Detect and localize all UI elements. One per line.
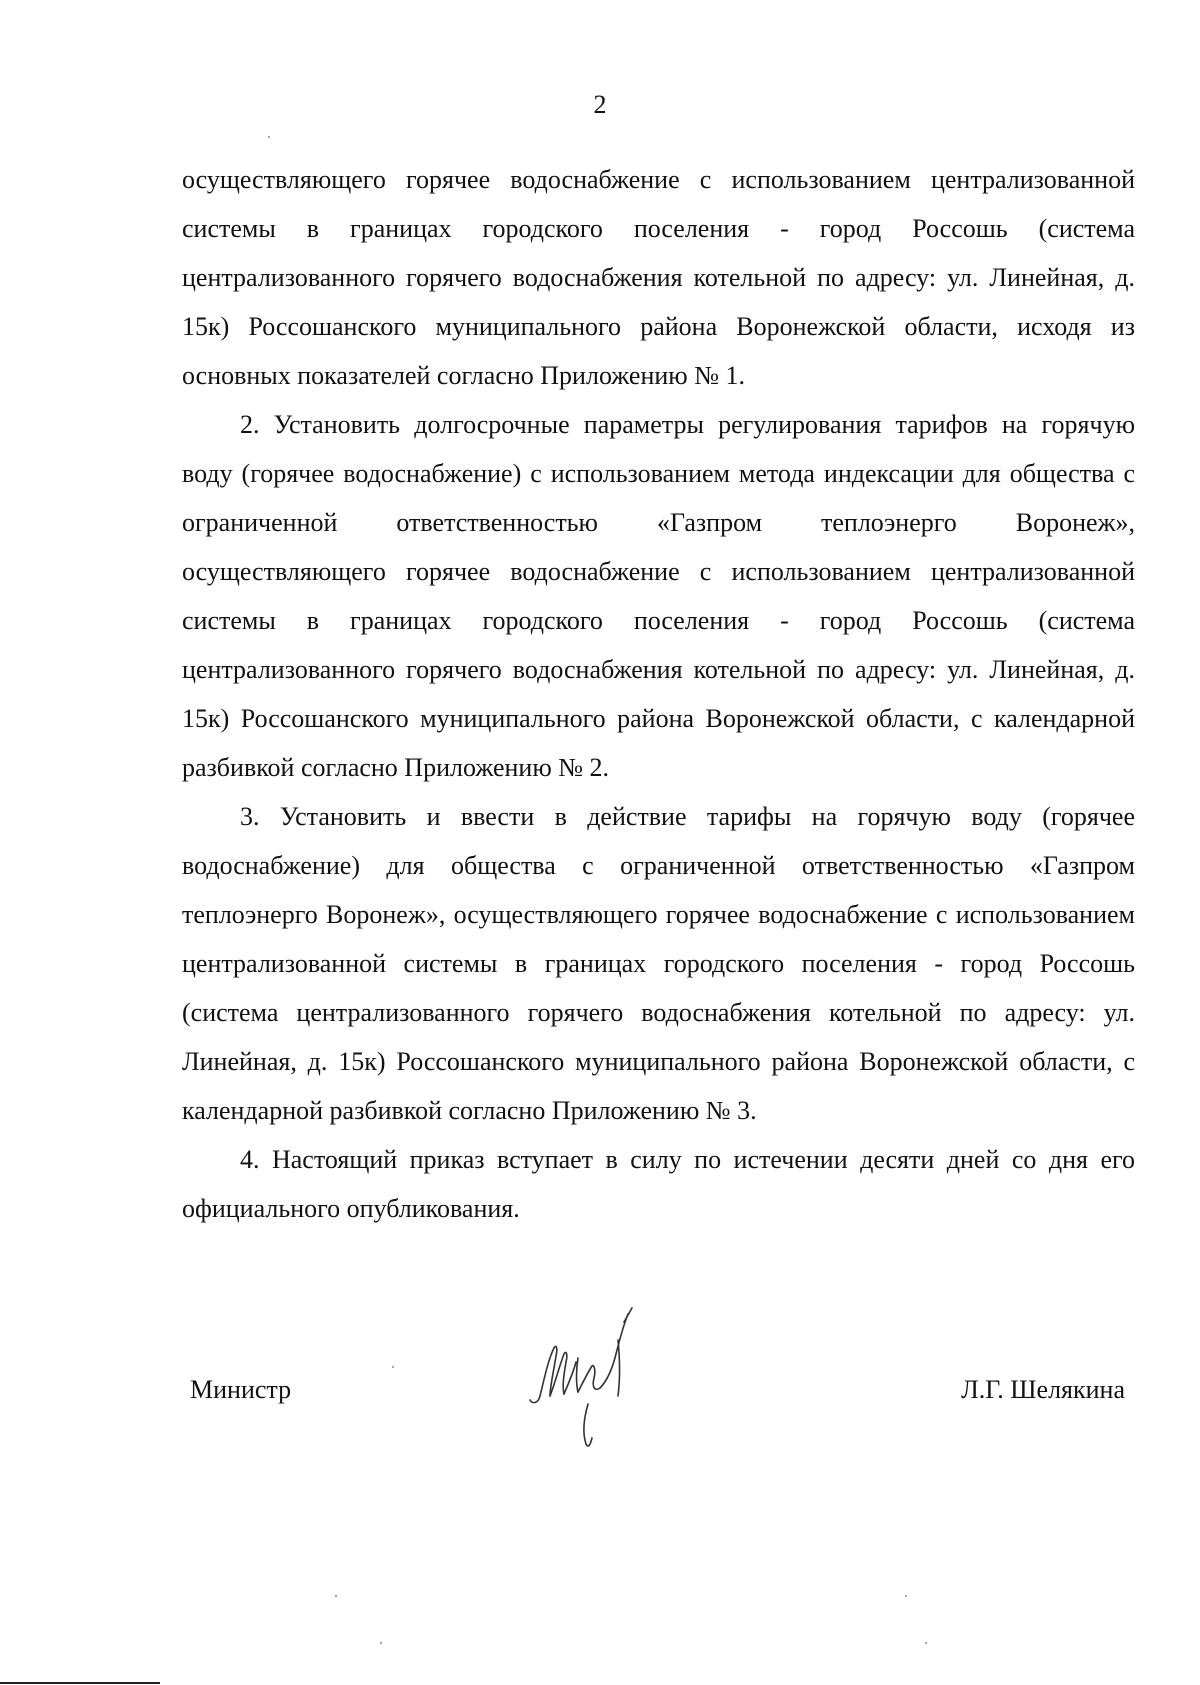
signer-position: Министр	[190, 1375, 292, 1404]
scan-edge-line	[0, 1682, 160, 1684]
scan-speck	[380, 1642, 382, 1644]
handwritten-signature	[520, 1300, 650, 1450]
scan-speck	[335, 1595, 337, 1597]
signature-block	[190, 1375, 1125, 1415]
scan-speck	[905, 1595, 907, 1597]
paragraph-2: 2. Установить долгосрочные параметры регулирования тарифов на горячую воду (горячее водоснабжение) с использованием метода индексации для общества с ограниченной ответственностью «Газпром теплоэнерго Воронеж», осуществляющего горячее водоснабжение с использованием централизованной системы в границах городского поселения - город Россошь (система централизованного горячего водоснабжения котельной по адресу: ул. Линейная, д. 15к) Россошанского муниципального района Воронежской области, с календарной разбивкой согласно Приложению № 2.	[182, 410, 1135, 782]
document-body	[182, 155, 1135, 1233]
scan-speck	[268, 136, 270, 138]
scan-speck	[392, 1366, 394, 1368]
signer-name: Л.Г. Шелякина	[961, 1375, 1125, 1404]
page-number: 2	[593, 90, 607, 119]
paragraph-continuation: осуществляющего горячее водоснабжение с использованием централизованной системы в границах городского поселения - город Россошь (система централизованного горячего водоснабжения котельной по адресу: ул. Линейная, д. 15к) Россошанского муниципального района Воронежской области, исходя из основных показателей согласно Приложению № 1.	[182, 165, 1135, 390]
scan-speck	[925, 1642, 927, 1644]
paragraph-4: 4. Настоящий приказ вступает в силу по истечении десяти дней со дня его официального опубликования.	[182, 1145, 1135, 1223]
paragraph-3: 3. Установить и ввести в действие тарифы на горячую воду (горячее водоснабжение) для общества с ограниченной ответственностью «Газпром теплоэнерго Воронеж», осуществляющего горячее водоснабжение с использованием централизованной системы в границах городского поселения - город Россошь (система централизованного горячего водоснабжения котельной по адресу: ул. Линейная, д. 15к) Россошанского муниципального района Воронежской области, с календарной разбивкой согласно Приложению № 3.	[182, 802, 1135, 1125]
